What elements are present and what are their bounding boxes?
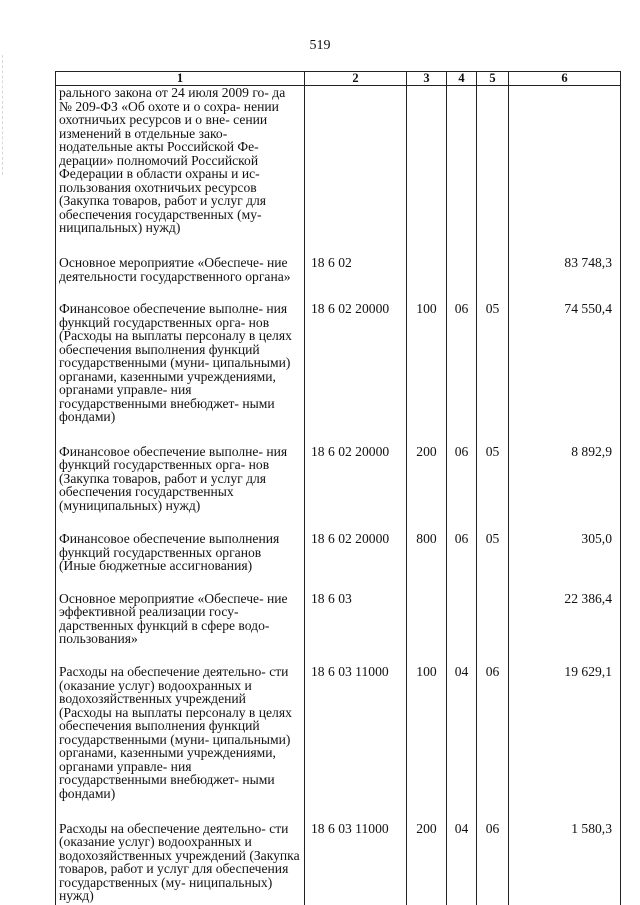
row-sum: 74 550,4 bbox=[509, 302, 621, 427]
row-vr bbox=[407, 592, 447, 647]
row-rz bbox=[447, 86, 477, 239]
row-name: рального закона от 24 июля 2009 го- да № 209-ФЗ «Об охоте и о сохра- нении охотничьих ресурсов и о вне- сении изменений в отдельные зако- нодательные акты Российской Фе- дерации» полномочий Российской Федерации в области охраны и ис- пользования охотничьих ресурсов (Закупка товаров, работ и услуг для обеспечения государственных (му- ниципальных) нужд) bbox=[56, 86, 305, 239]
header-col-6: 6 bbox=[509, 72, 621, 86]
row-code: 18 6 02 20000 bbox=[305, 302, 407, 427]
table-row bbox=[56, 822, 621, 905]
row-pr: 05 bbox=[477, 445, 509, 514]
row-vr: 200 bbox=[407, 445, 447, 514]
table-row bbox=[56, 445, 621, 514]
row-name: Основное мероприятие «Обеспече- ние деятельности государственного органа» bbox=[56, 256, 305, 284]
row-spacer bbox=[56, 427, 621, 445]
row-code bbox=[305, 86, 407, 239]
row-pr: 05 bbox=[477, 302, 509, 427]
row-pr: 05 bbox=[477, 532, 509, 574]
row-vr bbox=[407, 86, 447, 239]
row-sum: 22 386,4 bbox=[509, 592, 621, 647]
row-spacer bbox=[56, 647, 621, 665]
row-pr bbox=[477, 592, 509, 647]
row-code: 18 6 03 11000 bbox=[305, 665, 407, 804]
row-sum: 1 580,3 bbox=[509, 822, 621, 905]
header-col-4: 4 bbox=[447, 72, 477, 86]
row-name: Основное мероприятие «Обеспече- ние эффективной реализации госу- дарственных функций в сфере водо- пользования» bbox=[56, 592, 305, 647]
row-vr: 800 bbox=[407, 532, 447, 574]
row-pr bbox=[477, 256, 509, 284]
row-rz: 04 bbox=[447, 822, 477, 905]
row-spacer bbox=[56, 514, 621, 532]
table-row bbox=[56, 302, 621, 427]
row-spacer bbox=[56, 284, 621, 302]
header-col-5: 5 bbox=[477, 72, 509, 86]
row-pr bbox=[477, 86, 509, 239]
table-row bbox=[56, 256, 621, 284]
row-name: Финансовое обеспечение выполне- ния функций государственных орга- нов (Закупка товаров, работ и услуг для обеспечения государственных (муниципальных) нужд) bbox=[56, 445, 305, 514]
row-rz: 06 bbox=[447, 445, 477, 514]
budget-table bbox=[55, 71, 621, 905]
table-header-row bbox=[56, 72, 621, 86]
row-vr bbox=[407, 256, 447, 284]
row-vr: 100 bbox=[407, 302, 447, 427]
row-vr: 100 bbox=[407, 665, 447, 804]
row-sum bbox=[509, 86, 621, 239]
row-code: 18 6 02 20000 bbox=[305, 532, 407, 574]
row-sum: 83 748,3 bbox=[509, 256, 621, 284]
row-sum: 8 892,9 bbox=[509, 445, 621, 514]
row-rz bbox=[447, 592, 477, 647]
header-col-1: 1 bbox=[56, 72, 305, 86]
row-code: 18 6 03 bbox=[305, 592, 407, 647]
row-name: Расходы на обеспечение деятельно- сти (оказание услуг) водоохранных и водохозяйственных учреждений (Закупка товаров, работ и услуг для обеспечения государственных (му- ниципальных) нужд) bbox=[56, 822, 305, 905]
row-spacer bbox=[56, 574, 621, 592]
row-name: Финансовое обеспечение выполнения функций государственных органов (Иные бюджетные ассигнования) bbox=[56, 532, 305, 574]
row-rz: 06 bbox=[447, 302, 477, 427]
header-col-3: 3 bbox=[407, 72, 447, 86]
row-spacer bbox=[56, 804, 621, 822]
row-sum: 19 629,1 bbox=[509, 665, 621, 804]
row-spacer bbox=[56, 238, 621, 256]
row-pr: 06 bbox=[477, 822, 509, 905]
header-col-2: 2 bbox=[305, 72, 407, 86]
row-code: 18 6 02 20000 bbox=[305, 445, 407, 514]
table-row bbox=[56, 86, 621, 239]
table-row bbox=[56, 532, 621, 574]
row-name: Финансовое обеспечение выполне- ния функций государственных орга- нов (Расходы на выплаты персоналу в целях обеспечения выполнения функций государственными (муни- ципальными) органами, казенными учреждениями, органами управле- ния государственными внебюджет- ными фондами) bbox=[56, 302, 305, 427]
row-rz: 06 bbox=[447, 532, 477, 574]
table-row bbox=[56, 592, 621, 647]
row-vr: 200 bbox=[407, 822, 447, 905]
page-number: 519 bbox=[309, 38, 331, 53]
row-rz bbox=[447, 256, 477, 284]
scan-edge-marks bbox=[2, 55, 7, 175]
row-name: Расходы на обеспечение деятельно- сти (оказание услуг) водоохранных и водохозяйственных учреждений (Расходы на выплаты персоналу в целях обеспечения выполнения функций государственными (муни- ципальными) органами, казенными учреждениями, органами управле- ния государственными внебюджет- ными фондами) bbox=[56, 665, 305, 804]
row-sum: 305,0 bbox=[509, 532, 621, 574]
row-pr: 06 bbox=[477, 665, 509, 804]
table-row bbox=[56, 665, 621, 804]
row-code: 18 6 02 bbox=[305, 256, 407, 284]
row-rz: 04 bbox=[447, 665, 477, 804]
row-code: 18 6 03 11000 bbox=[305, 822, 407, 905]
